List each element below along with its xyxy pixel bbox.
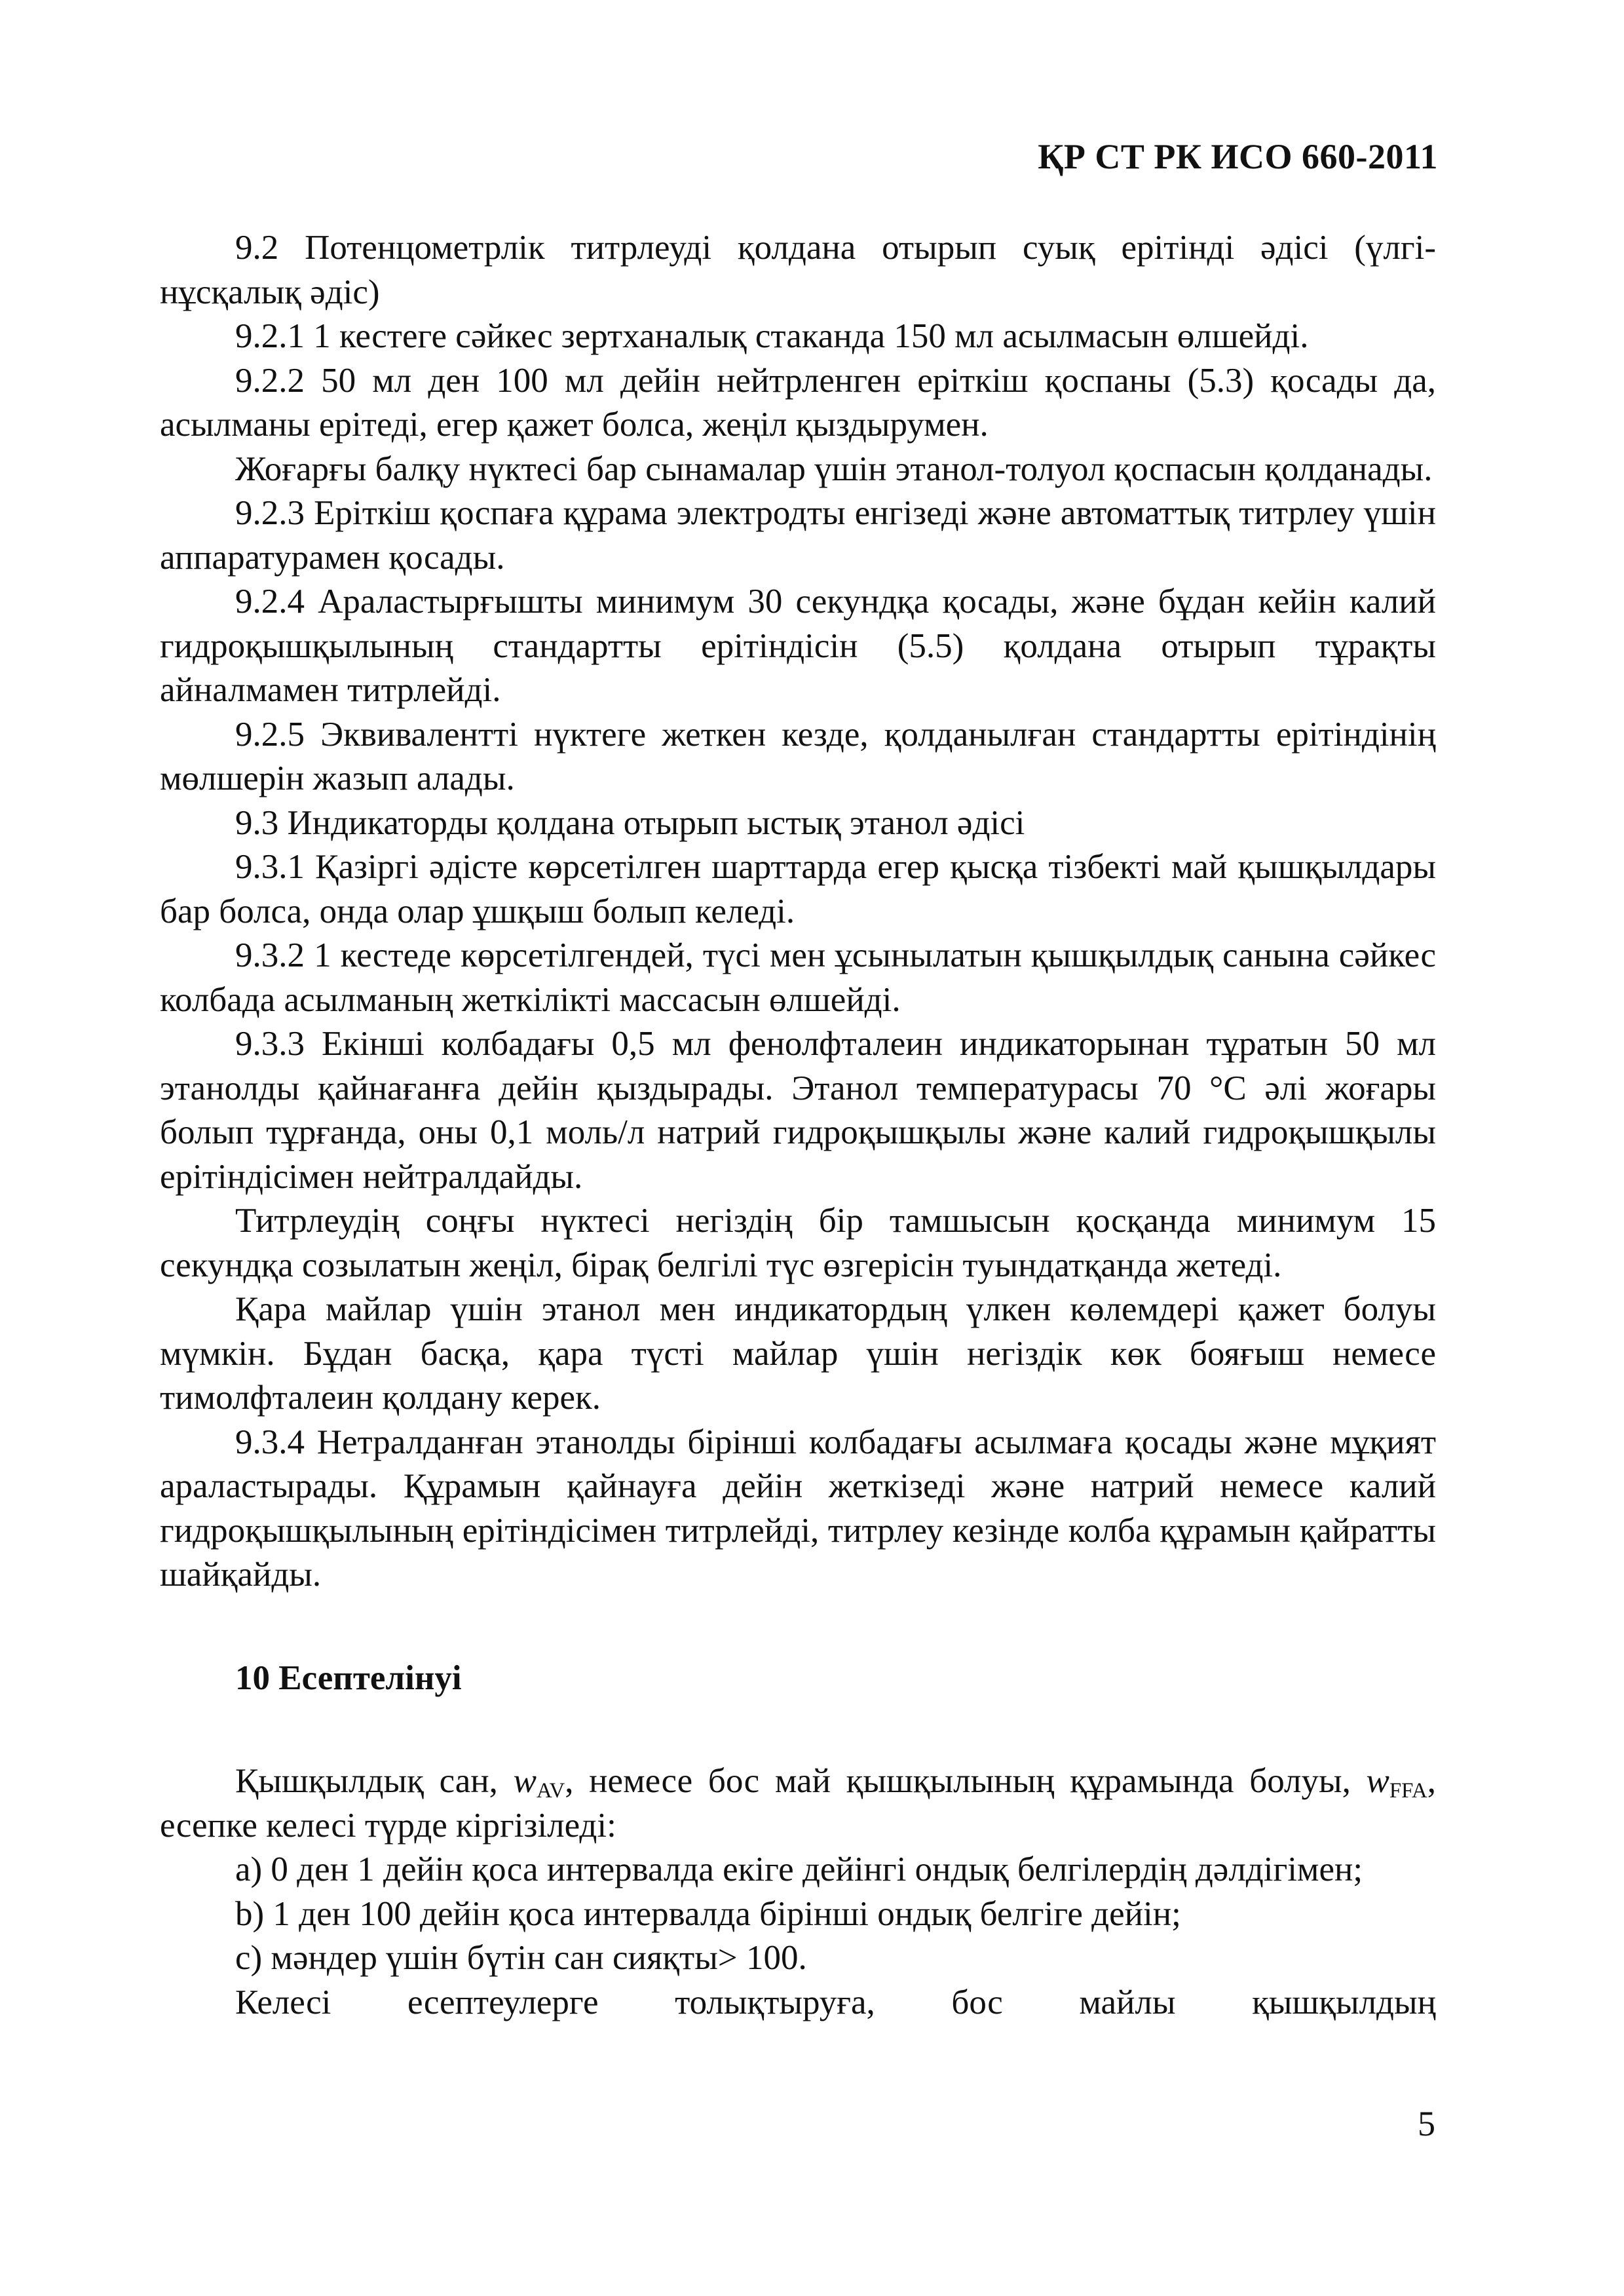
paragraph-continuation: Келесі есептеулерге толықтыруға, бос майлы қышқылдың — [235, 1983, 1436, 2021]
wav-subscript: AV — [536, 1779, 565, 1803]
page-number: 5 — [1418, 2104, 1435, 2143]
paragraph-9-3-4: 9.3.4 Нетралданған этанолды бірінші колбадағы асылмаға қосады және мұқият араластырады. Құрамын қайнауға дейін жеткізеді және натрий немесе калий гидроқышқылының ерітіндісімен титрлейді, титрлеу кезінде колба құрамын қайратты шайқайды. — [160, 1423, 1436, 1594]
paragraph-9-2: 9.2 Потенцометрлік титрлеуді қолдана отырып суық ерітінді әдісі (үлгі-нұсқалық әдіс) — [160, 229, 1436, 311]
paragraph-9-2-2: 9.2.2 50 мл ден 100 мл дейін нейтрленген еріткіш қоспаны (5.3) қосады да, асылманы ерітеді, егер қажет болса, жеңіл қыздырумен. — [160, 361, 1436, 444]
paragraph-9-3-3-endpoint: Титрлеудің соңғы нүктесі негіздің бір тамшысын қосқанда минимум 15 секундқа созылатын жеңіл, бірақ белгілі түс өзгерісін туындатқанда жетеді. — [160, 1202, 1436, 1284]
paragraph-9-3-3: 9.3.3 Екінші колбадағы 0,5 мл фенолфталеин индикаторынан тұратын 50 мл этанолды қайнағанға дейін қыздырады. Этанол температурасы 70 °С әлі жоғары болып тұрғанда, оны 0,1 моль/л натрий гидроқышқылы және калий гидроқышқылы ерітіндісімен нейтралдайды. — [160, 1025, 1436, 1196]
intro-text-end: , есепке келесі түрде кіргізіледі: — [160, 1762, 1436, 1845]
intro-text-middle: , немесе бос май қышқылының құрамында болуы, — [565, 1762, 1367, 1800]
section-10-intro — [160, 1759, 1436, 1848]
document-body — [160, 226, 1436, 2025]
paragraph-9-3-3-dark-oils: Қара майлар үшін этанол мен индикатордың үлкен көлемдері қажет болуы мүмкін. Бұдан басқа, қара түсті майлар үшін негіздік көк бояғыш немесе тимолфталеин қолдану керек. — [160, 1290, 1436, 1417]
paragraph-9-2-4: 9.2.4 Араластырғышты минимум 30 секундқа қосады, және бұдан кейін калий гидроқышқылының стандартты ерітіндісін (5.5) қолдана отырып тұрақты айналмамен титрлейді. — [160, 583, 1436, 709]
list-item-b: b) 1 ден 100 дейін қоса интервалда бірінші ондық белгіге дейін; — [235, 1894, 1181, 1933]
paragraph-9-3-1: 9.3.1 Қазіргі әдісте көрсетілген шарттарда егер қысқа тізбекті май қышқылдары бар болса, онда олар ұшқыш болып келеді. — [160, 848, 1436, 930]
wffa-symbol: w — [1366, 1762, 1389, 1800]
paragraph-9-2-5: 9.2.5 Эквиваленттi нүктеге жеткен кезде, қолданылған стандартты ерітіндінің мөлшерін жазып алады. — [160, 715, 1436, 797]
paragraph-9-2-3: 9.2.3 Еріткіш қоспаға құрама электродты енгізеді және автоматтық титрлеу үшін аппаратурамен қосады. — [160, 494, 1436, 577]
section-10-heading: 10 Есептелінуі — [235, 1658, 462, 1697]
paragraph-9-3: 9.3 Индикаторды қолдана отырып ыстық этанол әдісі — [235, 803, 1025, 842]
list-item-c: с) мәндер үшін бүтін сан сияқты> 100. — [235, 1939, 807, 1977]
paragraph-9-2-1: 9.2.1 1 кестеге сәйкес зертханалық стаканда 150 мл асылмасын өлшейді. — [235, 317, 1309, 355]
standard-code-header: ҚР СТ РК ИСО 660-2011 — [1038, 137, 1438, 176]
list-item-a: а) 0 ден 1 дейін қоса интервалда екіге дейінгі ондық белгілердің дәлдігімен; — [235, 1850, 1363, 1888]
wffa-subscript: FFA — [1389, 1779, 1427, 1803]
wav-symbol: w — [513, 1762, 537, 1800]
paragraph-9-3-2: 9.3.2 1 кестеде көрсетілгендей, түсі мен ұсынылатын қышқылдық санына сәйкес колбада асылманың жеткілікті массасын өлшейді. — [160, 936, 1436, 1019]
paragraph-9-2-2-note: Жоғарғы балқу нүктесі бар сынамалар үшін этанол-толуол қоспасын қолданады. — [235, 450, 1433, 488]
intro-text-start: Қышқылдық сан, — [235, 1762, 514, 1800]
